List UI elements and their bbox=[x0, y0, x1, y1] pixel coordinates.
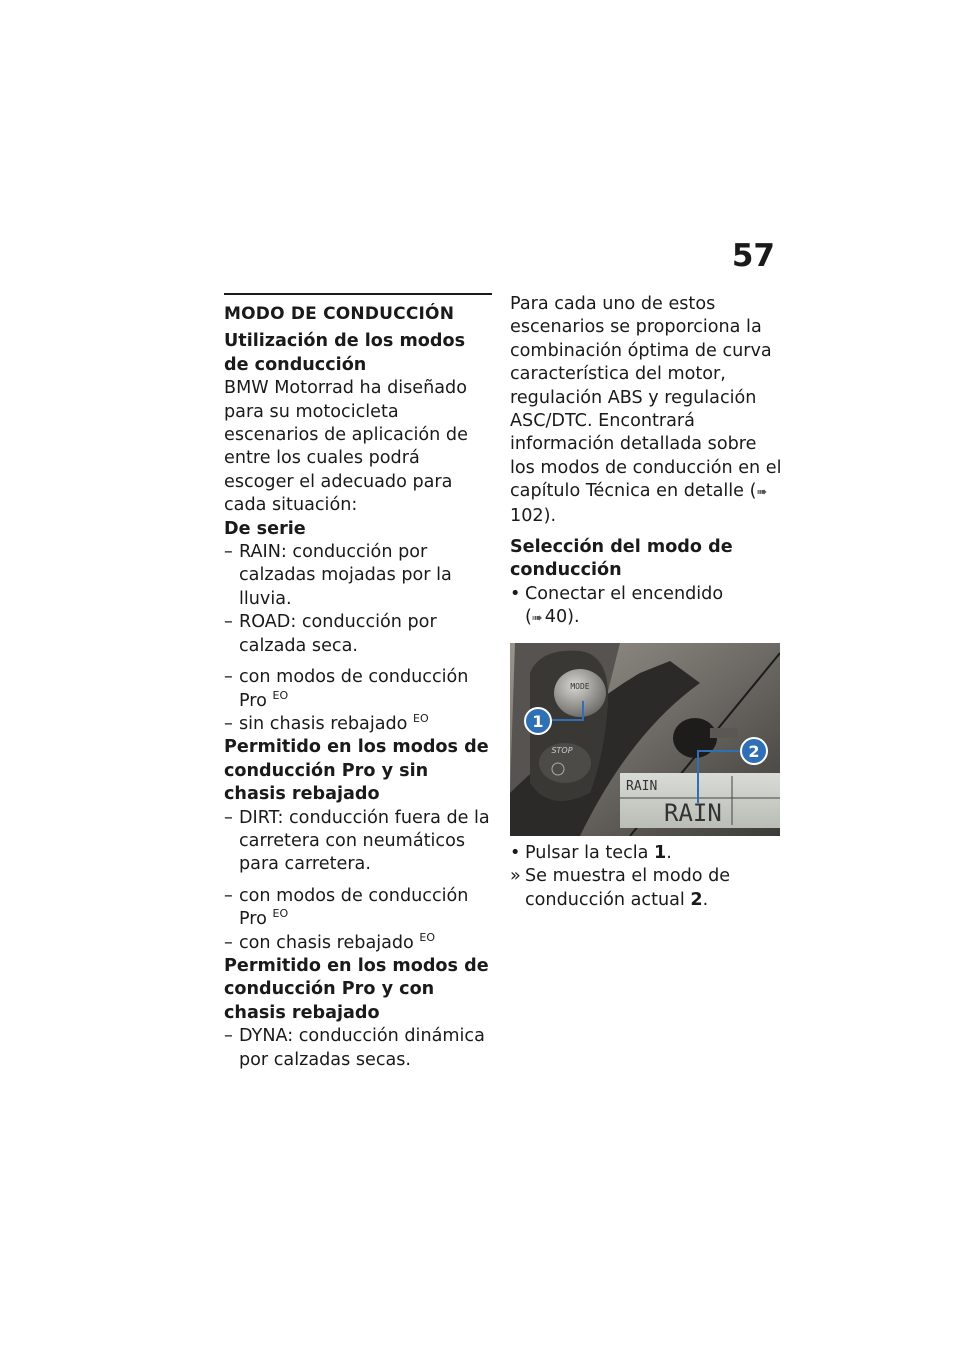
condition-item: – con modos de conducción Pro $^{EO}$ bbox=[224, 885, 469, 930]
heading-pro-no-lowered: Permitido en los modos de conducción Pro y sin chasis rebajado bbox=[224, 737, 489, 805]
handlebar-figure bbox=[510, 643, 780, 836]
left-column bbox=[224, 293, 492, 1072]
subheading-usage: Utilización de los modos de conducción bbox=[224, 331, 466, 375]
right-column bbox=[510, 293, 782, 912]
selection-heading: Selección del modo de conducción bbox=[510, 537, 733, 581]
result-item: » Se muestra el modo de conducción actual 2. bbox=[510, 866, 731, 910]
arrow-reference-icon: ➠ bbox=[756, 485, 768, 501]
scenarios-paragraph: Para cada uno de estos escenarios se proporciona la combinación óptima de curva característica del motor, regulación ABS y regulación ASC/DTC. Encontrará información detallada sobre los modos de conducción en el capítulo Técnica en detalle (➠102). bbox=[510, 294, 782, 526]
step-item: • Conectar el encendido (➠ 40). bbox=[510, 583, 782, 631]
list-item: – RAIN: conducción por calzadas mojadas por la lluvia. bbox=[224, 542, 452, 609]
section-rule bbox=[224, 293, 492, 295]
list-item: – DYNA: conducción dinámica por calzadas secas. bbox=[224, 1026, 485, 1070]
condition-item: – con modos de conducción Pro $^{EO}$ bbox=[224, 667, 469, 711]
eo-badge: EO bbox=[419, 930, 436, 944]
stop-button-label: STOP bbox=[551, 745, 573, 755]
section-title: MODO DE CONDUCCIÓN bbox=[224, 304, 455, 324]
intro-paragraph: BMW Motorrad ha diseñado para su motocicleta escenarios de aplicación de entre los cuales podrá escoger el adecuado para cada situación: bbox=[224, 378, 468, 516]
eo-badge: EO bbox=[272, 907, 289, 921]
heading-pro-lowered: Permitido en los modos de conducción Pro y con chasis rebajado bbox=[224, 955, 489, 1023]
display-small-text: RAIN bbox=[626, 778, 658, 794]
standard-heading: De serie bbox=[224, 518, 306, 539]
mode-button-label: MODE bbox=[570, 681, 590, 691]
condition-item: – con chasis rebajado $^{EO}$ bbox=[224, 930, 436, 953]
page-number: 57 bbox=[731, 238, 775, 274]
list-item: – DIRT: conducción fuera de la carretera con neumáticos para carretera. bbox=[224, 807, 490, 875]
condition-item: – sin chasis rebajado $^{EO}$ bbox=[224, 711, 429, 734]
callout-1-label: 1 bbox=[532, 711, 544, 731]
eo-badge: EO bbox=[413, 711, 429, 725]
step-item: • Pulsar la tecla 1. bbox=[510, 842, 672, 863]
callout-2-label: 2 bbox=[748, 741, 760, 761]
display-large-text: RAIN bbox=[664, 798, 722, 827]
arrow-reference-icon: ➠ bbox=[531, 611, 543, 627]
eo-badge: EO bbox=[272, 688, 289, 702]
list-item: – ROAD: conducción por calzada seca. bbox=[224, 612, 437, 656]
